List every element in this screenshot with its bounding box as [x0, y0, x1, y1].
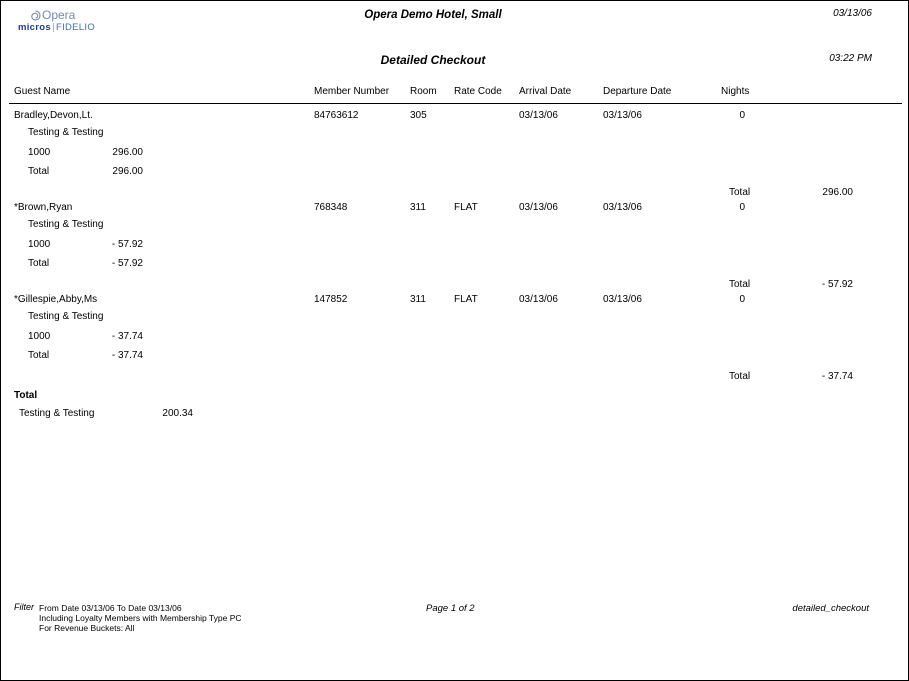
opera-logo-text: Opera: [42, 8, 76, 22]
guest-net-total-amount: - 57.92: [821, 279, 853, 290]
guest-arrival-date: 03/13/06: [519, 202, 558, 213]
guest-rate-code: FLAT: [454, 202, 478, 213]
guest-block: [1, 202, 909, 294]
guest-total-label: Total: [28, 258, 50, 269]
guest-net-total-amount: - 37.74: [821, 371, 853, 382]
guest-total-amount: - 57.92: [111, 258, 143, 269]
guest-total-amount: 296.00: [112, 166, 143, 177]
report-date: 03/13/06: [833, 8, 872, 19]
report-title: Detailed Checkout: [380, 53, 486, 67]
bucket-code: 1000: [28, 147, 51, 158]
logo-divider: [53, 23, 54, 32]
guest-net-total-label: Total: [729, 279, 751, 290]
guest-arrival-date: 03/13/06: [519, 110, 558, 121]
guest-total-label: Total: [28, 166, 50, 177]
grand-total-bucket-label: Testing & Testing: [19, 408, 95, 419]
filter-lines: [39, 603, 242, 633]
column-header-nights: Nights: [721, 86, 750, 97]
column-header-member-number: Member Number: [314, 86, 390, 97]
report-filename: detailed_checkout: [792, 603, 869, 614]
guest-net-total-label: Total: [729, 187, 751, 198]
report-time: 03:22 PM: [829, 53, 872, 64]
guest-departure-date: 03/13/06: [603, 110, 642, 121]
guest-rate-code: FLAT: [454, 294, 478, 305]
bucket-code: 1000: [28, 239, 51, 250]
guest-name: Bradley,Devon,Lt.: [14, 110, 93, 121]
guest-block: [1, 110, 909, 202]
guest-member-number: 768348: [314, 202, 348, 213]
grand-total-amount: 200.34: [162, 408, 193, 419]
guest-nights: 0: [739, 110, 745, 121]
hotel-name: Opera Demo Hotel, Small: [364, 9, 502, 21]
column-header-arrival-date: Arrival Date: [519, 86, 572, 97]
filter-line-revenue-buckets: For Revenue Buckets: All: [39, 623, 135, 633]
guest-room: 305: [410, 110, 427, 121]
revenue-bucket-label: Testing & Testing: [28, 311, 104, 322]
guest-departure-date: 03/13/06: [603, 202, 642, 213]
bucket-amount: - 37.74: [111, 331, 143, 342]
guest-block: [1, 294, 909, 386]
guest-member-number: 147852: [314, 294, 348, 305]
micros-logo-text: micros: [18, 22, 51, 33]
revenue-bucket-label: Testing & Testing: [28, 219, 104, 230]
filter-label: Filter: [14, 602, 34, 612]
column-header-room: Room: [410, 86, 437, 97]
grand-total-heading: Total: [14, 390, 38, 401]
guest-arrival-date: 03/13/06: [519, 294, 558, 305]
filter-line-dates: From Date 03/13/06 To Date 03/13/06: [39, 603, 182, 613]
column-header-guest-name: Guest Name: [14, 86, 71, 97]
guest-room: 311: [410, 202, 426, 213]
micros-fidelio-line: [18, 23, 95, 33]
guest-nights: 0: [739, 294, 745, 305]
guest-nights: 0: [739, 202, 745, 213]
revenue-bucket-label: Testing & Testing: [28, 127, 104, 138]
column-header-departure-date: Departure Date: [603, 86, 672, 97]
guest-member-number: 84763612: [314, 110, 359, 121]
guest-net-total-label: Total: [729, 371, 751, 382]
bucket-amount: 296.00: [112, 147, 143, 158]
guest-name: *Brown,Ryan: [14, 202, 73, 213]
guest-room: 311: [410, 294, 426, 305]
bucket-code: 1000: [28, 331, 51, 342]
bucket-amount: - 57.92: [111, 239, 143, 250]
guest-total-label: Total: [28, 350, 50, 361]
header-rule: [9, 103, 902, 104]
guest-total-amount: - 37.74: [111, 350, 143, 361]
page-number: Page 1 of 2: [426, 603, 475, 614]
filter-line-membership: Including Loyalty Members with Membership Type PC: [39, 613, 242, 623]
fidelio-logo-text: FIDELIO: [55, 22, 96, 33]
guest-name: *Gillespie,Abby,Ms: [14, 294, 98, 305]
guest-departure-date: 03/13/06: [603, 294, 642, 305]
guest-net-total-amount: 296.00: [822, 187, 853, 198]
column-header-rate-code: Rate Code: [454, 86, 502, 97]
